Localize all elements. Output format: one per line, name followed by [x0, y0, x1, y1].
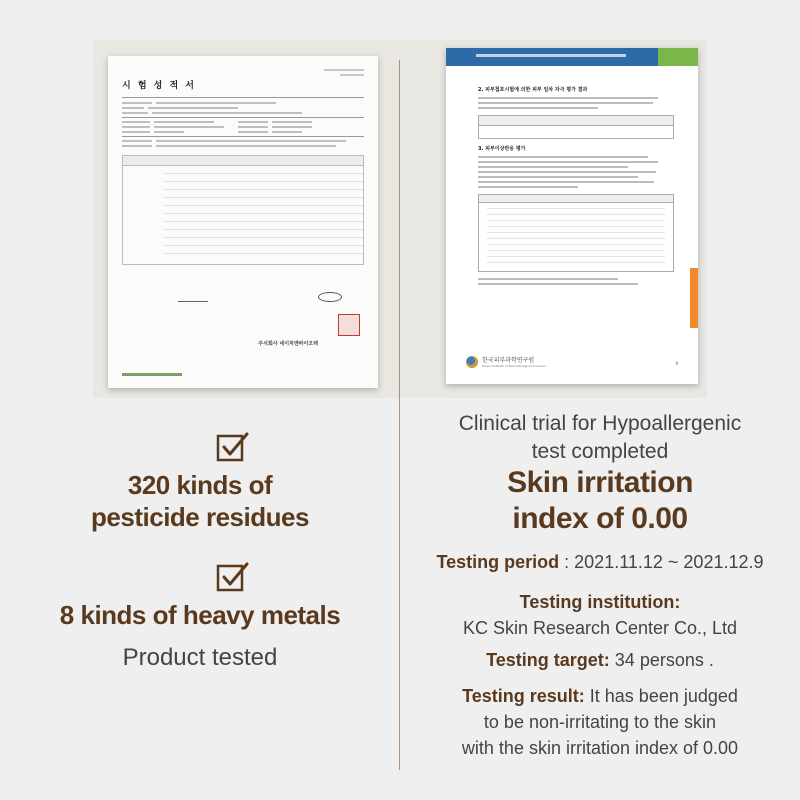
- testing-result-value-2: to be non-irritating to the skin: [483, 712, 717, 732]
- institute-logo: [466, 355, 546, 368]
- testing-institution-label-row: [400, 592, 800, 613]
- testing-result: [400, 686, 800, 707]
- testing-period-value: : 2021.11.12 ~ 2021.12.9: [559, 552, 764, 572]
- report-heading-2: 3. 피부이상반응 평가: [478, 146, 526, 152]
- orange-tab: [690, 268, 698, 328]
- certificate-title: 시 험 성 적 서: [122, 81, 197, 91]
- testing-result-value-1: It has been judged: [584, 686, 738, 706]
- checkbox-checked-icon: [216, 560, 250, 594]
- manager-signature: [318, 292, 342, 302]
- certificate-meta: [324, 66, 364, 79]
- report-heading-1: 2. 피부첩포시험에 의한 피부 일차 자극 평가 결과: [478, 87, 588, 93]
- clinical-line-1: Clinical trial for Hypoallergenic: [458, 412, 742, 435]
- footer-accent: [122, 373, 182, 376]
- institute-logo-icon: [466, 356, 478, 368]
- testing-target: [400, 650, 800, 671]
- clinical-report-document: [446, 48, 698, 384]
- report-header-bar: [446, 48, 698, 66]
- adverse-reaction-table: [478, 194, 674, 272]
- testing-period: [400, 552, 800, 573]
- irritation-headline-2: index of 0.00: [512, 502, 688, 535]
- testing-institution-label: Testing institution:: [519, 592, 681, 612]
- testing-result-value-3: with the skin irritation index of 0.00: [461, 738, 739, 758]
- tester-signature: [178, 294, 208, 302]
- testing-target-label: Testing target:: [486, 650, 610, 670]
- certificate-company: 주식회사 네이처앤바이오텍: [258, 341, 318, 347]
- testing-period-label: Testing period: [436, 552, 560, 572]
- certificate-table: [122, 155, 364, 265]
- metals-line-1: 8 kinds of heavy metals: [59, 600, 341, 630]
- checkbox-checked-icon: [216, 430, 250, 464]
- pesticide-line-1: 320 kinds of: [127, 470, 273, 500]
- metals-line-2: Product tested: [122, 644, 278, 671]
- irritation-table: [478, 115, 674, 139]
- testing-institution-value: KC Skin Research Center Co., Ltd: [462, 618, 738, 638]
- irritation-headline-1: Skin irritation: [507, 466, 693, 499]
- page-number: 9: [675, 361, 678, 366]
- testing-result-label: Testing result:: [462, 686, 585, 706]
- institute-subname: Korea Institute of Dermatological Sciences: [482, 364, 546, 368]
- clinical-line-2: test completed: [531, 440, 669, 463]
- institute-name: 한국피부과학연구원: [482, 357, 535, 364]
- test-certificate-document: [108, 56, 378, 388]
- pesticide-line-2: pesticide residues: [91, 502, 309, 532]
- red-seal-stamp: [338, 314, 360, 336]
- testing-target-value: 34 persons .: [609, 650, 714, 670]
